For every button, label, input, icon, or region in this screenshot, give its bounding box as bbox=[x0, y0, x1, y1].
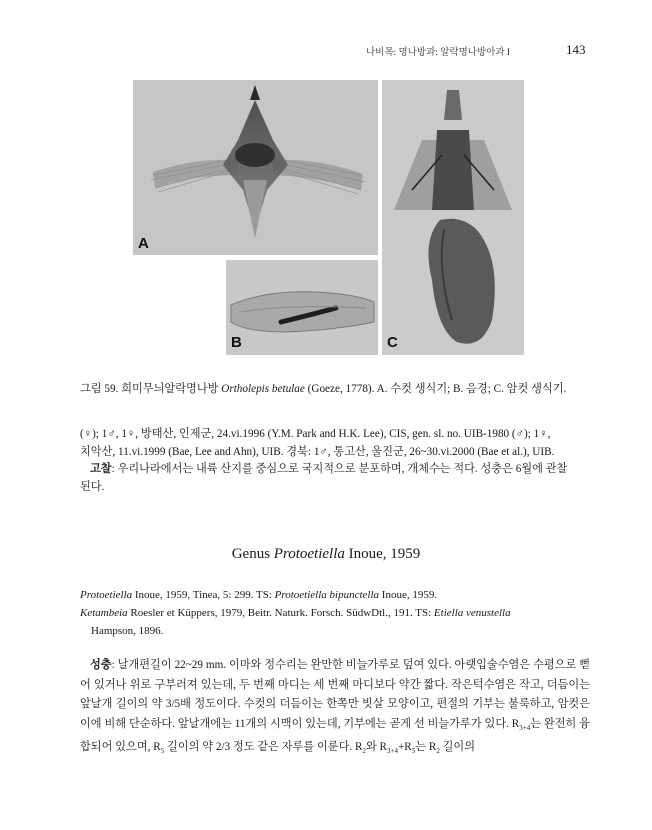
figure-panel-a bbox=[133, 80, 378, 255]
aedeagus-image bbox=[226, 260, 378, 355]
synonym-ref-2: Ketambeia Roesler et Küppers, 1979, Beitr. Naturk. Forsch. SüdwDtl., 191. TS: Etiella venustella Hampson, 1896. bbox=[80, 607, 511, 637]
remarks-label: 고찰 bbox=[90, 463, 112, 475]
female-genitalia-image bbox=[382, 80, 524, 355]
records-line-2: 치악산, 11.vi.1999 (Bae, Lee and Ahn), UIB. 경북: 1♂, 통고산, 울진군, 26~30.vi.2000 (Bae et al.), UIB. bbox=[80, 445, 555, 458]
running-title: 나비목: 명나방과: 알락명나방아과 I bbox=[366, 48, 511, 58]
male-genitalia-image bbox=[133, 80, 378, 255]
figure-caption: 그림 59. 희미무늬알락명나방 Ortholepis betulae (Goeze, 1778). A. 수컷 생식기; B. 음경; C. 암컷 생식기. bbox=[80, 383, 567, 395]
panel-label-b: B bbox=[231, 334, 242, 351]
remarks-continuation: 된다. bbox=[80, 480, 105, 493]
panel-label-c: C bbox=[387, 334, 398, 351]
remarks-paragraph: 고찰: 우리나라에서는 내륙 산지를 중심으로 국지적으로 분포하며, 개체수는 적다. 성충은 6월에 관찰 bbox=[90, 463, 568, 475]
records-line-1: (♀); 1♂, 1♀, 방태산, 인제군, 24.vi.1996 (Y.M. Park and H.K. Lee), CIS, gen. sl. no. UIB-1980 (♂); 1♀, bbox=[80, 428, 551, 440]
panel-label-a: A bbox=[138, 235, 149, 252]
species-name: Ortholepis betulae bbox=[221, 383, 305, 395]
figure-panel-c bbox=[382, 80, 524, 355]
genus-heading: Genus Protoetiella Inoue, 1959 bbox=[231, 546, 421, 562]
synonym-ref-1: Protoetiella Inoue, 1959, Tinea, 5: 299. TS: Protoetiella bipunctella Inoue, 1959. bbox=[80, 589, 438, 601]
adult-label: 성충 bbox=[90, 659, 112, 671]
synonymy-list bbox=[80, 586, 590, 640]
page-number: 143 bbox=[566, 42, 586, 57]
adult-description: 성충: 날개편길이 22~29 mm. 이마와 정수리는 완만한 비늘가루로 덮여 있다. 아랫입술수염은 수평으로 뻗어 있거나 위로 구부러져 있는데, 두 번째 마디는 세 번째 마디보다 약간 짧다. 작은턱수염은 작고, 더듬이는 앞날개 길이의 약 3/5배 정도이다. 수컷의 더듬이는 한쪽만 빗살 모양이고, 편절의 기부는 불룩하고, 암컷은 이에 비해 단순하다. 앞날개에는 11개의 시맥이 있는데, 기부에는 곧게 선 비늘가루가 있다. $R_{3+4}$는 완전히 융합되어 있으며, $R_5$ 길이의 약 2/3 정도 같은 자루를 이룬다. $R_2$와 $R_{3+4}+R_5$는 $R_2$ 길이의 bbox=[80, 659, 590, 756]
specimen-records bbox=[80, 426, 595, 496]
figure-panel-b bbox=[226, 260, 378, 355]
